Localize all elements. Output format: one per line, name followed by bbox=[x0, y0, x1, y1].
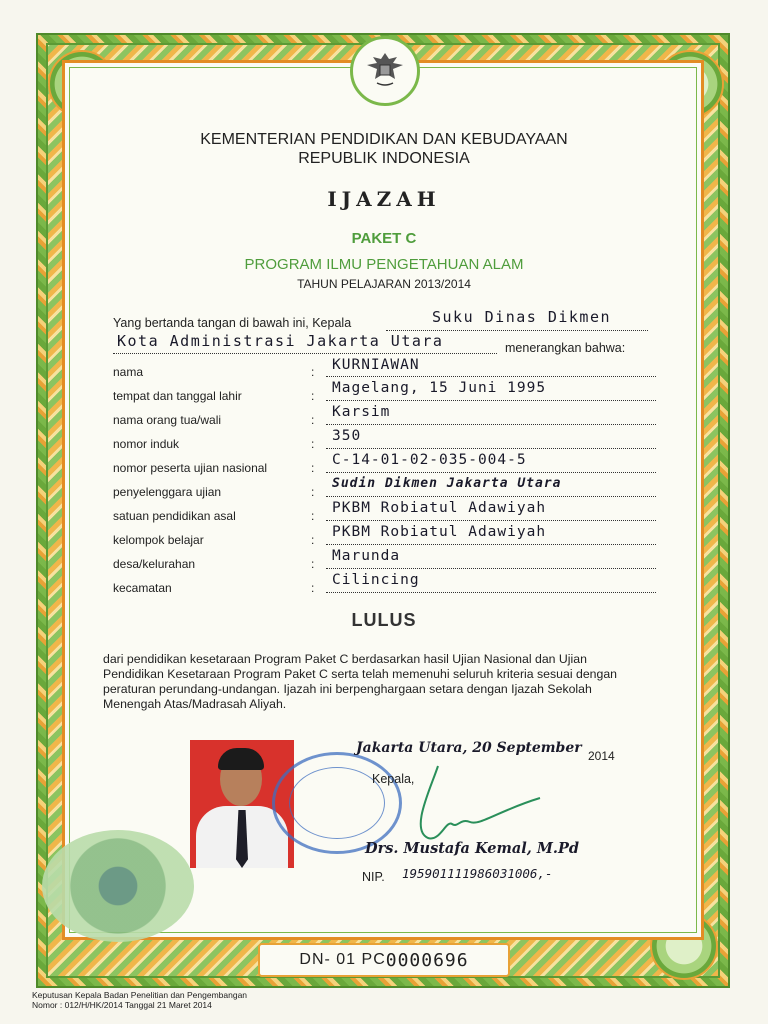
intro-prefix: Yang bertanda tangan di bawah ini, Kepala bbox=[113, 316, 352, 330]
serial-prefix: DN- 01 PC bbox=[299, 951, 386, 968]
program-title: PROGRAM ILMU PENGETAHUAN ALAM bbox=[244, 256, 524, 273]
colon: : bbox=[311, 509, 315, 523]
field-value-exam-number: C-14-01-02-035-004-5 bbox=[332, 452, 527, 468]
nip-label: NIP. bbox=[362, 870, 385, 884]
ministry-line-2: REPUBLIK INDONESIA bbox=[298, 150, 470, 167]
signature-place-date: Jakarta Utara, 20 September bbox=[356, 740, 582, 756]
field-label: kelompok belajar bbox=[113, 533, 204, 547]
fill-line bbox=[326, 568, 656, 569]
intro-suffix: menerangkan bahwa: bbox=[505, 341, 626, 355]
signature-year: 2014 bbox=[588, 749, 615, 763]
fill-line bbox=[326, 424, 656, 425]
ministry-line-1: KEMENTERIAN PENDIDIKAN DAN KEBUDAYAAN bbox=[200, 131, 568, 148]
field-label: tempat dan tanggal lahir bbox=[113, 389, 242, 403]
field-label: nama orang tua/wali bbox=[113, 413, 222, 427]
fill-line bbox=[326, 472, 656, 473]
colon: : bbox=[311, 413, 315, 427]
field-label: desa/kelurahan bbox=[113, 557, 196, 571]
result-status: LULUS bbox=[351, 610, 417, 630]
field-value-parent: Karsim bbox=[332, 404, 391, 420]
footer-line-1: Keputusan Kepala Badan Penelitian dan Pengembangan bbox=[32, 990, 248, 1000]
kepala-office-handwritten: Suku Dinas Dikmen bbox=[432, 308, 612, 326]
fill-line bbox=[326, 448, 656, 449]
garuda-emblem-icon bbox=[350, 36, 420, 106]
field-label: nomor peserta ujian nasional bbox=[113, 461, 268, 475]
signature-title: Kepala, bbox=[372, 772, 415, 786]
decree-footer bbox=[32, 990, 247, 1010]
paket-title: PAKET C bbox=[351, 230, 417, 247]
kepala-office-handwritten-2: Kota Administrasi Jakarta Utara bbox=[117, 332, 444, 350]
field-value-group: PKBM Robiatul Adawiyah bbox=[332, 524, 547, 540]
colon: : bbox=[311, 485, 315, 499]
field-value-nama: KURNIAWAN bbox=[332, 357, 420, 373]
field-value-birth: Magelang, 15 Juni 1995 bbox=[332, 380, 547, 396]
field-label: kecamatan bbox=[113, 581, 172, 595]
field-value-village: Marunda bbox=[332, 548, 401, 564]
fill-line bbox=[326, 520, 656, 521]
document-title: IJAZAH bbox=[327, 187, 441, 211]
field-label: nama bbox=[113, 365, 144, 379]
fill-line bbox=[326, 376, 656, 377]
field-value-district: Cilincing bbox=[332, 572, 420, 588]
field-value-induk: 350 bbox=[332, 428, 362, 444]
official-stamp-icon bbox=[272, 752, 402, 854]
colon: : bbox=[311, 437, 315, 451]
colon: : bbox=[311, 533, 315, 547]
colon: : bbox=[311, 461, 315, 475]
tut-wuri-handayani-seal-icon bbox=[42, 830, 194, 942]
fill-line bbox=[326, 544, 656, 545]
ministry-heading bbox=[0, 130, 768, 168]
fill-line bbox=[386, 330, 648, 331]
colon: : bbox=[311, 557, 315, 571]
fill-line bbox=[326, 400, 656, 401]
footer-line-2: Nomor : 012/H/HK/2014 Tanggal 21 Maret 2014 bbox=[32, 1000, 212, 1010]
colon: : bbox=[311, 365, 315, 379]
field-label: penyelenggara ujian bbox=[113, 485, 222, 499]
field-value-organizer: Sudin Dikmen Jakarta Utara bbox=[332, 476, 562, 491]
certification-paragraph: dari pendidikan kesetaraan Program Paket C berdasarkan hasil Ujian Nasional dan Ujian Pendidikan Kesetaraan Program Paket C serta telah memenuhi seluruh kriteria sesuai dengan peraturan perundang-undangan. Ijazah ini berpenghargaan setara dengan Ijazah Sekolah Menengah Atas/Madrasah Aliyah. bbox=[103, 652, 618, 711]
photo-hair bbox=[218, 748, 264, 770]
signature-stroke-icon bbox=[400, 760, 550, 850]
signatory-name: Drs. Mustafa Kemal, M.Pd bbox=[365, 840, 579, 857]
fill-line bbox=[326, 592, 656, 593]
nip-value: 195901111986031006,- bbox=[402, 866, 553, 881]
colon: : bbox=[311, 581, 315, 595]
serial-number-box bbox=[258, 943, 510, 977]
field-label: satuan pendidikan asal bbox=[113, 509, 236, 523]
fill-line bbox=[113, 353, 497, 354]
serial-number: 0000696 bbox=[385, 949, 469, 971]
field-value-school: PKBM Robiatul Adawiyah bbox=[332, 500, 547, 516]
colon: : bbox=[311, 389, 315, 403]
academic-year: TAHUN PELAJARAN 2013/2014 bbox=[297, 277, 471, 291]
field-label: nomor induk bbox=[113, 437, 180, 451]
fill-line bbox=[326, 496, 656, 497]
